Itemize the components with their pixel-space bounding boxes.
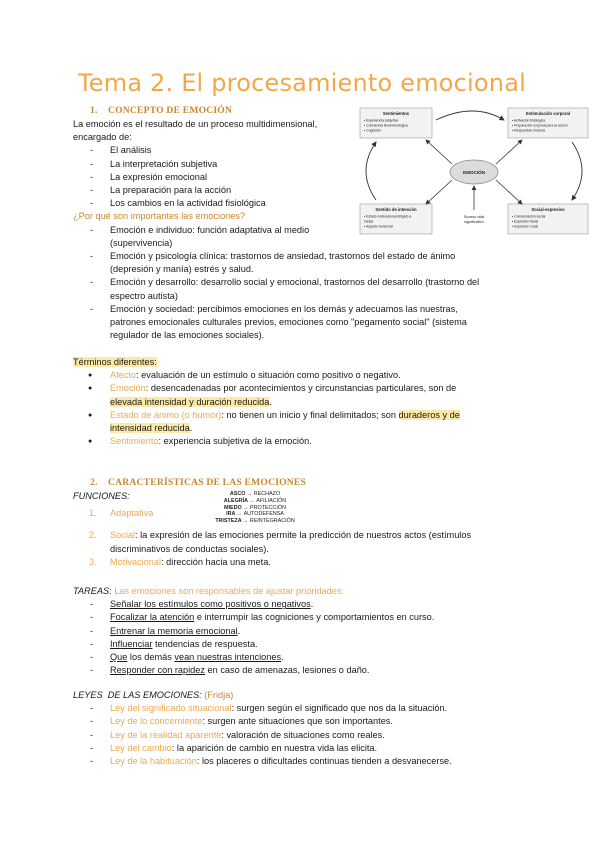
- emotion-row: [200, 505, 310, 512]
- ley-term: Ley del significado situacional: [110, 703, 232, 714]
- term-end: .: [269, 396, 272, 407]
- box-line: • Estado motivacional dirigido a: [364, 214, 412, 219]
- term-label: Afecto: [110, 370, 137, 381]
- importance-item-cont: patrones emocionales culturales previos, emociones como "pegamento social" (sistema: [110, 317, 467, 328]
- funciones-block: [73, 490, 553, 569]
- emotion-diagram-svg: [358, 106, 590, 236]
- term-definition: : desencadenadas por acontecimientos y circunstancias particulares, son de: [145, 383, 457, 394]
- term-definition: : no tienen un inicio y final delimitados; son: [221, 409, 399, 420]
- section-2-heading: [90, 476, 306, 489]
- box-line: • Experiencia subjetiva: [364, 118, 399, 123]
- importance-item-cont: (supervivencia): [110, 237, 173, 248]
- ley-term: Ley del cambio: [110, 742, 172, 753]
- emotion-function-list: [200, 491, 310, 525]
- box-line: • Comunicación social: [512, 214, 546, 219]
- connector: [426, 140, 452, 164]
- tarea-item: [73, 638, 553, 651]
- tarea-rest: .: [237, 625, 241, 636]
- connector: [496, 180, 522, 204]
- funcion-item: [73, 504, 553, 520]
- tarea-rest: e interrumpir las cogniciones y comportamientos en curso.: [194, 612, 435, 623]
- ley-item: [73, 755, 553, 768]
- tarea-underline: Señalar los estímulos como positivos o negativos: [110, 599, 311, 610]
- section-2-title: CARACTERÍSTICAS DE LAS EMOCIONES: [108, 477, 307, 488]
- box-title: Estimulación corporal: [526, 111, 570, 116]
- importance-item-cont: espectro autista): [110, 290, 178, 301]
- term-animo-cont: [73, 422, 553, 435]
- emotion-diagram: [358, 106, 590, 236]
- importance-list: [73, 250, 553, 342]
- tarea-underline: vean nuestras intenciones: [174, 652, 282, 663]
- connector: [496, 140, 522, 164]
- emotion-name: IRA: [226, 511, 236, 518]
- emotion-row: [200, 518, 310, 525]
- tarea-rest: en caso de amenazas, lesiones o daño.: [205, 665, 370, 676]
- funciones-label: [73, 490, 553, 503]
- box-line: • Preparación corporal para la acción: [512, 123, 568, 128]
- tarea-item: [73, 611, 553, 624]
- funcion-number: 3.: [89, 556, 97, 567]
- list-item: - La interpretación subjetiva: [73, 158, 353, 171]
- arrow-icon: →: [246, 491, 253, 497]
- emotion-name: TRISTEZA: [215, 518, 242, 525]
- ley-def: : valoración de situaciones como reales.: [221, 729, 385, 740]
- ley-def: : la aparición de cambio en nuestra vida las elicita.: [171, 742, 378, 753]
- center-label: EMOCIÓN: [463, 170, 485, 175]
- list-item: - La preparación para la acción: [73, 184, 353, 197]
- funcion-term: Adaptativa: [110, 508, 154, 519]
- importance-item-cont: (depresión y manía) estrés y salud.: [110, 264, 254, 275]
- tarea-underline: Focalizar la atención: [110, 612, 195, 623]
- importance-item-cont: regulador de las emociones sociales).: [110, 330, 265, 341]
- term-label: Estado de ánimo (o humor): [110, 409, 222, 420]
- section-1-title: CONCEPTO DE EMOCIÓN: [108, 105, 233, 116]
- terms-block: [73, 356, 553, 448]
- page-title: Tema 2. El procesamiento emocional: [78, 69, 526, 97]
- funcion-def-cont: discriminativos de conductas sociales).: [110, 543, 269, 554]
- arrow-icon: →: [243, 504, 249, 511]
- funcion-item: [73, 529, 553, 542]
- ley-term: Ley de la realidad aparente: [110, 729, 222, 740]
- funciones-label-text: FUNCIONES: [73, 491, 128, 501]
- importance-question: ¿Por qué son importantes las emociones?: [73, 211, 246, 222]
- term-emocion-cont: [73, 396, 553, 409]
- term-highlight: duraderos y de: [398, 409, 460, 420]
- funcion-def: : la expresión de las emociones permite la predicción de nuestros actos (estímulos: [135, 530, 472, 541]
- definition-line-2: encargado de:: [73, 132, 132, 143]
- emotion-name: MIEDO: [223, 504, 242, 511]
- emotion-function: AFILIACIÓN: [256, 497, 287, 504]
- list-item: - La expresión emocional: [73, 171, 353, 184]
- ley-def: : surgen ante situaciones que son importantes.: [202, 716, 393, 727]
- ley-term: Ley de lo concerniente: [110, 716, 203, 727]
- emotion-function: RECHAZO: [253, 491, 281, 497]
- section-2-number: 2.: [90, 477, 98, 488]
- term-label: Sentimiento: [110, 436, 159, 447]
- tarea-item: [73, 651, 553, 664]
- term-end: .: [189, 423, 193, 434]
- arc-top: [436, 111, 504, 120]
- box-line: • Conciencia fenomenológica: [364, 123, 408, 128]
- list-item: - El análisis: [73, 144, 353, 157]
- box-line: • Activación fisiológica: [512, 118, 546, 123]
- term-definition: : experiencia subjetiva de la emoción.: [158, 436, 312, 447]
- emotion-name: ALEGRÍA: [223, 497, 248, 504]
- funcion-def: : dirección hacia una meta.: [161, 556, 271, 567]
- importance-item: - Emoción e individuo: función adaptativa al medio: [73, 224, 353, 237]
- box-title: Social-expresivo: [531, 207, 565, 212]
- bottom-label: Suceso vital: [463, 215, 485, 219]
- tarea-underline: Influenciar: [110, 638, 153, 649]
- tarea-rest: .: [281, 652, 284, 663]
- box-title: Sentimientos: [382, 111, 410, 116]
- emotion-function: AUTODEFENSA: [243, 511, 284, 518]
- funcion-item: [73, 556, 553, 569]
- term-sentimiento: [73, 435, 553, 448]
- emotion-row: [200, 498, 310, 505]
- tarea-item: [73, 598, 553, 611]
- ley-def: : surgen según el significado que nos da la situación.: [231, 703, 448, 714]
- bottom-label: significativo: [464, 220, 484, 224]
- section-1-body: [73, 118, 353, 250]
- term-animo: [73, 409, 553, 422]
- tareas-colon: :: [109, 586, 115, 596]
- box-title: Sentido de intención: [375, 207, 417, 212]
- tarea-mid: los demás: [127, 652, 175, 663]
- tarea-rest: .: [310, 599, 314, 610]
- terms-heading: Términos diferentes:: [73, 357, 157, 367]
- section-1-number: 1.: [90, 105, 98, 116]
- box-line: • Respuestas motoras: [512, 128, 546, 133]
- term-afecto: [73, 369, 553, 382]
- funcion-number: 1.: [89, 508, 97, 519]
- arrow-icon: →: [236, 511, 243, 518]
- tarea-item: [73, 625, 553, 638]
- ley-item: [73, 702, 553, 715]
- term-highlight: intensidad reducida: [110, 423, 190, 434]
- importance-item: - Emoción y sociedad: percibimos emociones en los demás y adecuamos las nuestras,: [73, 303, 553, 316]
- tarea-rest: tendencias de respuesta.: [152, 638, 258, 649]
- arc-left: [366, 142, 376, 200]
- leyes-label: LEYES DE LAS EMOCIONES: [73, 690, 200, 700]
- ley-item: [73, 729, 553, 742]
- tarea-item: [73, 664, 553, 677]
- emotion-row: [200, 491, 310, 498]
- tarea-underline: Responder con rapidez: [110, 665, 205, 676]
- box-line: • Aspecto funcional: [364, 224, 393, 229]
- leyes-author: (Fridja): [204, 690, 234, 700]
- box-line: metas: [364, 219, 374, 224]
- term-emocion: [73, 382, 553, 395]
- tareas-label: TAREAS: [73, 586, 110, 596]
- section-1-heading: [90, 104, 232, 117]
- funcion-term: Motivacional: [110, 556, 162, 567]
- funcion-term: Social: [110, 530, 136, 541]
- tareas-block: [73, 585, 553, 677]
- term-label: Emoción: [110, 383, 146, 394]
- box-line: • Expresión facial: [512, 219, 539, 224]
- importance-item: - Emoción y desarrollo: desarrollo social y emocional, trastornos del desarrollo (trastorno del: [73, 276, 553, 289]
- arrow-icon: →: [249, 497, 255, 504]
- term-highlight: elevada intensidad y duración reducida: [110, 396, 270, 407]
- connector: [426, 180, 452, 204]
- ley-def: : los placeres o dificultades continuas tienden a desvanecerse.: [196, 756, 452, 767]
- arc-right: [572, 142, 582, 200]
- box-line: • Expresión vocal: [512, 224, 539, 229]
- funcion-number: 2.: [89, 530, 97, 541]
- emotion-function: PROTECCIÓN: [250, 504, 286, 511]
- leyes-colon: :: [199, 690, 205, 700]
- arrow-icon: →: [242, 518, 249, 525]
- leyes-heading-line: [73, 689, 553, 702]
- tarea-underline: Que: [110, 652, 128, 663]
- box-line: • Cognición: [364, 128, 382, 133]
- ley-item: [73, 715, 553, 728]
- emotion-name: ASCO: [229, 491, 246, 497]
- importance-item: - Emoción y psicología clínica: trastornos de ansiedad, trastornos del estado de ánimo: [73, 250, 553, 263]
- definition-line-1: La emoción es el resultado de un proceso multidimensional,: [73, 119, 318, 129]
- tarea-underline: Entrenar la memoria emocional: [110, 625, 238, 636]
- ley-term: Ley de la habituación: [110, 756, 197, 767]
- tareas-intro-line: [73, 585, 553, 598]
- leyes-block: [73, 689, 553, 768]
- list-item: - Los cambios en la actividad fisiológica: [73, 197, 353, 210]
- ley-item: [73, 742, 553, 755]
- tareas-intro: Las emociones son responsables de ajustar prioridades.: [114, 586, 345, 596]
- emotion-function: REINTEGRACIÓN: [249, 518, 295, 525]
- term-definition: : evaluación de un estímulo o situación como positivo o negativo.: [136, 370, 401, 381]
- funciones-colon: :: [127, 491, 130, 501]
